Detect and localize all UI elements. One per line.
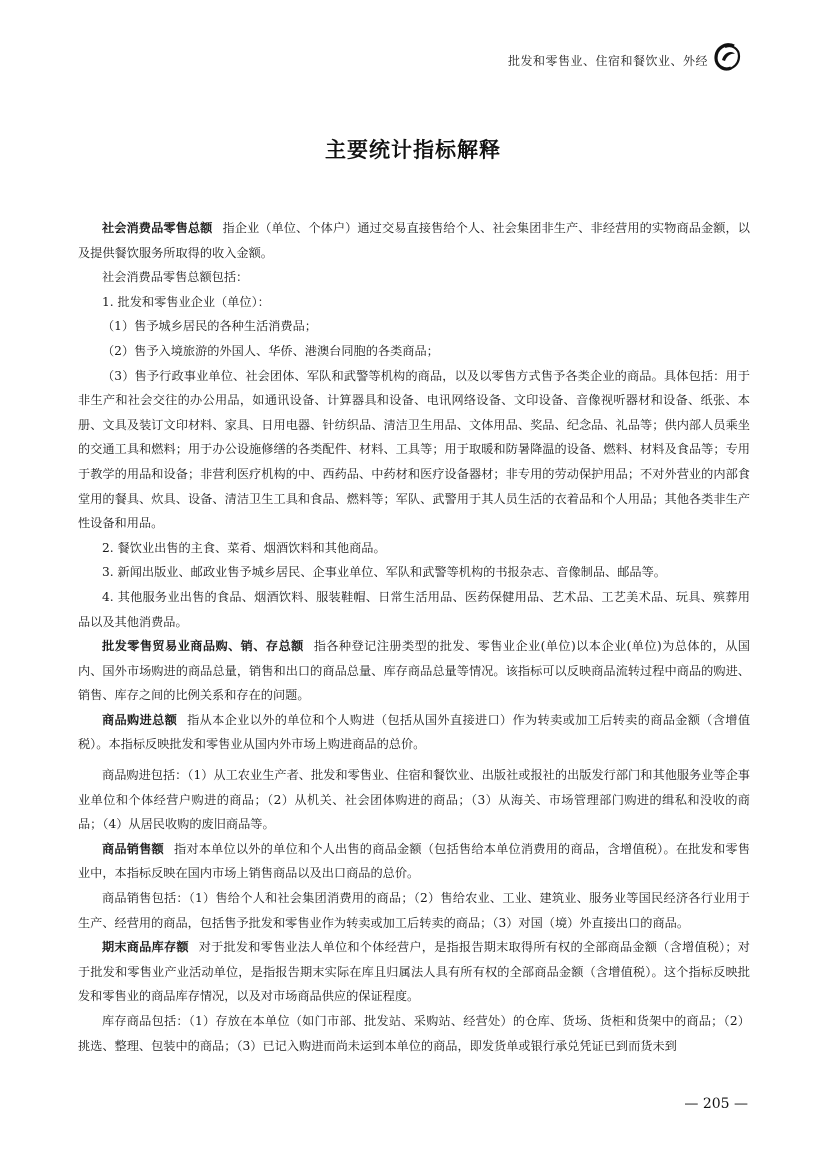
- body-paragraph: [78, 290, 750, 315]
- term-label: 社会消费品零售总额: [102, 221, 213, 235]
- definition-paragraph: [78, 708, 750, 757]
- body-paragraph: [78, 560, 750, 585]
- term-label: 期末商品库存额: [102, 940, 189, 955]
- paragraph-text: 2. 餐饮业出售的主食、菜肴、烟酒饮料和其他商品。: [102, 540, 386, 555]
- paragraph-text: 社会消费品零售总额包括：: [102, 270, 249, 285]
- body-paragraph: [78, 763, 750, 837]
- body-paragraph: [78, 1009, 750, 1058]
- paragraph-text: 库存商品包括：（1）存放在本单位（如门市部、批发站、采购站、经营处）的仓库、货场、货柜和货架中的商品；（2）挑选、整理、包装中的商品；（3）已记入购进而尚未运到本单位的商品，即发货单或银行承兑凭证已到而货未到: [78, 1014, 750, 1053]
- body-paragraph: [78, 314, 750, 339]
- definition-paragraph: [78, 837, 750, 886]
- body-paragraph: [78, 364, 750, 536]
- paragraph-text: （3）售予行政事业单位、社会团体、军队和武警等机构的商品，以及以零售方式售予各类企业的商品。具体包括：用于非生产和社会交往的办公用品，如通讯设备、计算器具和设备、电讯网络设备、文印设备、音像视听器材和设备、纸张、本册、文具及装订文印材料、家具、日用电器、针纺织品、清洁卫生用品、文体用品、奖品、纪念品、礼品等；供内部人员乘坐的交通工具和燃料；用于办公设施修缮的各类配件、材料、工具等；用于取暖和防暑降温的设备、燃料、材料及食品等；专用于教学的用品和设备；非营利医疗机构的中、西药品、中药材和医疗设备器材；非专用的劳动保护用品；不对外营业的内部食堂用的餐具、炊具、设备、清洁卫生工具和食品、燃料等；军队、武警用于其人员生活的衣着品和个人用品；其他各类非生产性设备和用品。: [78, 368, 750, 531]
- circular-logo-icon: [712, 40, 742, 74]
- body-paragraph: [78, 886, 750, 935]
- definition-paragraph: [78, 216, 750, 265]
- body-paragraph: [78, 536, 750, 561]
- paragraph-text: 4. 其他服务业出售的食品、烟酒饮料、服装鞋帽、日常生活用品、医药保健用品、艺术品、工艺美术品、玩具、殡葬用品以及其他消费品。: [78, 589, 750, 629]
- section-title: 批发和零售业、住宿和餐饮业、外经: [507, 54, 708, 68]
- paragraph-text: 1. 批发和零售业企业（单位）：: [102, 294, 270, 309]
- definition-paragraph: [78, 935, 750, 1009]
- paragraph-text: 商品销售包括：（1）售给个人和社会集团消费用的商品；（2）售给农业、工业、建筑业、服务业等国民经济各行业用于生产、经营用的商品，包括售予批发和零售业作为转卖或加工后转卖的商品；（3）对国（境）外直接出口的商品。: [78, 891, 750, 930]
- term-label: 商品购进总额: [102, 712, 178, 727]
- body-paragraph: [78, 339, 750, 364]
- paragraph-text: 指企业（单位、个体户）通过交易直接售给个人、社会集团非生产、非经营用的实物商品金额，以及提供餐饮服务所取得的收入金额。: [78, 221, 750, 260]
- page-number: — 205 —: [684, 1096, 748, 1112]
- term-label: 商品销售额: [102, 841, 164, 856]
- document-body: [78, 216, 750, 1058]
- paragraph-text: 指从本企业以外的单位和个人购进（包括从国外直接进口）作为转卖或加工后转卖的商品金额（含增值税）。本指标反映批发和零售业从国内外市场上购进商品的总价。: [78, 712, 751, 752]
- page-header: [0, 40, 826, 84]
- paragraph-text: 3. 新闻出版业、邮政业售予城乡居民、企事业单位、军队和武警等机构的书报杂志、音像制品、邮品等。: [102, 565, 666, 580]
- body-paragraph: [78, 585, 750, 634]
- paragraph-text: 指各种登记注册类型的批发、零售业企业(单位)以本企业(单位)为总体的，从国内、国外市场购进的商品总量，销售和出口的商品总量、库存商品总量等情况。该指标可以反映商品流转过程中商品的购进、销售、库存之间的比例关系和存在的问题。: [78, 639, 750, 703]
- definition-paragraph: [78, 634, 750, 708]
- paragraph-text: （1）售予城乡居民的各种生活消费品；: [102, 319, 317, 334]
- paragraph-text: 指对本单位以外的单位和个人出售的商品金额（包括售给本单位消费用的商品，含增值税）。在批发和零售业中，本指标反映在国内市场上销售商品以及出口商品的总价。: [78, 841, 750, 881]
- term-label: 批发零售贸易业商品购、销、存总额: [102, 639, 304, 654]
- page-title: 主要统计指标解释: [325, 138, 501, 162]
- paragraph-text: 商品购进包括：（1）从工农业生产者、批发和零售业、住宿和餐饮业、出版社或报社的出版发行部门和其他服务业等企事业单位和个体经营户购进的商品；（2）从机关、社会团体购进的商品；（3）从海关、市场管理部门购进的缉私和没收的商品；（4）从居民收购的废旧商品等。: [78, 768, 750, 832]
- body-paragraph: [78, 265, 750, 290]
- paragraph-text: 对于批发和零售业法人单位和个体经营户，是指报告期末取得所有权的全部商品金额（含增值税）；对于批发和零售业产业活动单位，是指报告期末实际在库且归属法人具有所有权的全部商品金额（含增值税）。这个指标反映批发和零售业的商品库存情况，以及对市场商品供应的保证程度。: [78, 940, 750, 1004]
- paragraph-text: （2）售予入境旅游的外国人、华侨、港澳台同胞的各类商品；: [102, 343, 439, 358]
